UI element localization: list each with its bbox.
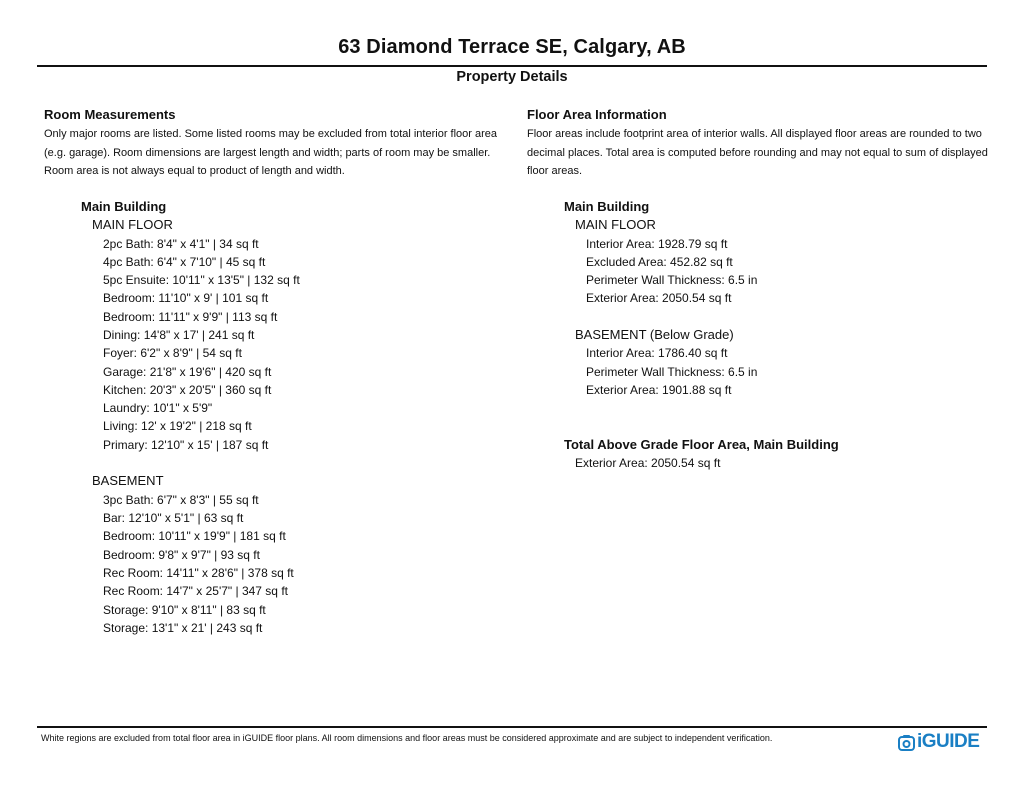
floor-area-description: Floor areas include footprint area of interior walls. All displayed floor areas are rounded to two decimal places. Total area is computed before rounding and may not equal to sum of displayed floor areas.: [527, 128, 988, 177]
rm-building-name: Main Building: [81, 199, 167, 214]
room-measurements-description: Only major rooms are listed. Some listed rooms may be excluded from total interior floor area (e.g. garage). Room dimensions are largest length and width; parts of room may be smaller. Room area is not always equal to product of length and width.: [44, 128, 498, 177]
fa-basement-name: BASEMENT (Below Grade): [575, 327, 734, 342]
rm-main-floor-name: MAIN FLOOR: [92, 217, 173, 232]
footer-disclaimer: White regions are excluded from total floor area in iGUIDE floor plans. All room dimensions and floor areas must be considered approximate and are subject to independent verification.: [41, 733, 773, 743]
fa-building-name: Main Building: [564, 199, 650, 214]
room-entry: 4pc Bath: 6'4" x 7'10" | 45 sq ft: [103, 255, 266, 269]
room-entry: Bar: 12'10" x 5'1" | 63 sq ft: [103, 511, 244, 525]
room-entry: Bedroom: 10'11" x 19'9" | 181 sq ft: [103, 529, 286, 543]
room-entry: Living: 12' x 19'2" | 218 sq ft: [103, 419, 252, 433]
room-entry: Laundry: 10'1" x 5'9": [103, 401, 213, 415]
footer-divider: [37, 726, 987, 728]
area-entry: Perimeter Wall Thickness: 6.5 in: [586, 273, 758, 287]
room-entry: Primary: 12'10" x 15' | 187 sq ft: [103, 438, 269, 452]
room-entry: Rec Room: 14'7" x 25'7" | 347 sq ft: [103, 584, 288, 598]
room-entry: Bedroom: 9'8" x 9'7" | 93 sq ft: [103, 548, 260, 562]
room-entry: Kitchen: 20'3" x 20'5" | 360 sq ft: [103, 383, 272, 397]
room-entry: Storage: 9'10" x 8'11" | 83 sq ft: [103, 603, 266, 617]
room-measurements-section: [44, 106, 506, 181]
page-subtitle: Property Details: [456, 69, 568, 85]
area-entry: Excluded Area: 452.82 sq ft: [586, 255, 733, 269]
title-divider: [37, 65, 987, 67]
room-entry: 3pc Bath: 6'7" x 8'3" | 55 sq ft: [103, 493, 259, 507]
total-area-value: Exterior Area: 2050.54 sq ft: [575, 456, 721, 470]
room-entry: Bedroom: 11'10" x 9' | 101 sq ft: [103, 291, 269, 305]
area-entry: Interior Area: 1786.40 sq ft: [586, 346, 728, 360]
room-entry: Bedroom: 11'11" x 9'9" | 113 sq ft: [103, 310, 278, 324]
room-entry: 5pc Ensuite: 10'11" x 13'5" | 132 sq ft: [103, 273, 300, 287]
room-entry: Dining: 14'8" x 17' | 241 sq ft: [103, 328, 255, 342]
iguide-logo: [898, 731, 979, 753]
room-entry: Foyer: 6'2" x 8'9" | 54 sq ft: [103, 346, 242, 360]
room-entry: 2pc Bath: 8'4" x 4'1" | 34 sq ft: [103, 237, 259, 251]
area-entry: Interior Area: 1928.79 sq ft: [586, 237, 728, 251]
page-title: 63 Diamond Terrace SE, Calgary, AB: [338, 36, 686, 58]
room-entry: Storage: 13'1" x 21' | 243 sq ft: [103, 621, 263, 635]
total-area-heading: Total Above Grade Floor Area, Main Building: [564, 437, 839, 452]
room-entry: Rec Room: 14'11" x 28'6" | 378 sq ft: [103, 566, 294, 580]
room-measurements-heading: Room Measurements: [44, 107, 176, 122]
area-entry: Perimeter Wall Thickness: 6.5 in: [586, 365, 758, 379]
area-entry: Exterior Area: 1901.88 sq ft: [586, 383, 732, 397]
floor-area-section: [527, 106, 997, 181]
fa-main-floor-name: MAIN FLOOR: [575, 217, 656, 232]
iguide-logo-text: iGUIDE: [917, 731, 980, 752]
area-entry: Exterior Area: 2050.54 sq ft: [586, 291, 732, 305]
rm-basement-name: BASEMENT: [92, 473, 164, 488]
room-entry: Garage: 21'8" x 19'6" | 420 sq ft: [103, 365, 272, 379]
iguide-camera-icon: [898, 734, 915, 751]
floor-area-heading: Floor Area Information: [527, 107, 667, 122]
